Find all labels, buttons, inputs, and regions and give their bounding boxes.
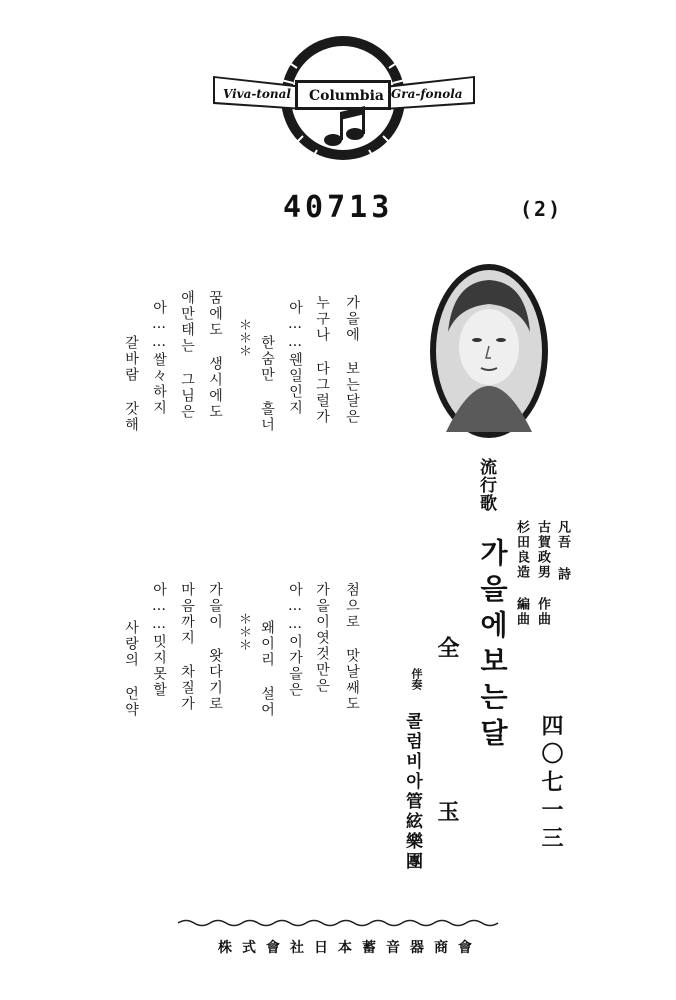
lyric-line-1: 가을에 보는달은 xyxy=(344,295,360,425)
record-number: 40713 xyxy=(283,190,394,225)
lyric-line-5: 꿈에도 생시에도 xyxy=(207,290,223,420)
lyric-line-4: 한숨만 흘너 xyxy=(259,335,275,433)
logo-right-banner: Gra-fonola xyxy=(391,87,463,101)
side-number: (2) xyxy=(520,197,563,221)
columbia-logo xyxy=(205,28,480,168)
logo-center-banner: Columbia xyxy=(309,88,384,104)
lyric-line-15: 아……밋지못할 xyxy=(151,582,167,698)
credit-lyricist: 凡吾 詩 xyxy=(555,520,570,582)
lyric-line-7: 아……쌀々하지 xyxy=(151,300,167,416)
lyric-line-2: 누구나 다그럴가 xyxy=(314,295,330,425)
lyric-line-8: 갈바람 갓해 xyxy=(123,335,139,433)
verse-separator-2: ＊＊＊ xyxy=(236,612,251,651)
singer-portrait xyxy=(428,262,550,440)
lyric-line-3: 아……웬일인지 xyxy=(287,300,303,416)
accompaniment: 콜럼비아管絃樂團 xyxy=(402,712,422,872)
lyric-line-6: 애만태는 그님은 xyxy=(179,290,195,420)
logo-left-banner: Viva-tonal xyxy=(223,87,291,101)
lyric-line-12: 왜이리 설어 xyxy=(259,620,275,718)
verse-separator: ＊＊＊ xyxy=(236,318,251,357)
lyric-line-9: 첨으로 맛날쌔도 xyxy=(344,582,360,712)
lyric-line-11: 아……이가을은 xyxy=(287,582,303,698)
lyric-line-14: 마음까지 차질가 xyxy=(179,582,195,712)
genre-label: 流行歌 xyxy=(476,458,496,512)
credit-composer: 古賀政男 作曲 xyxy=(535,520,550,627)
song-title: 가을에보는달 xyxy=(476,538,509,754)
singer-name: 全 玉 xyxy=(434,636,460,880)
lyric-line-16: 사랑의 언약 xyxy=(123,620,139,718)
accompaniment-label: 伴奏 xyxy=(410,668,423,690)
lyric-line-10: 가을이엿것만은 xyxy=(314,582,330,694)
lyric-line-13: 가을이 왓다기로 xyxy=(207,582,223,712)
credit-arranger: 杉田良造 編曲 xyxy=(514,520,529,627)
footer-wavy-rule xyxy=(178,918,500,928)
catalog-number-kanji: 四〇七一三 xyxy=(538,714,564,854)
company-name: 株式會社日本蓄音器商會 xyxy=(218,940,482,956)
